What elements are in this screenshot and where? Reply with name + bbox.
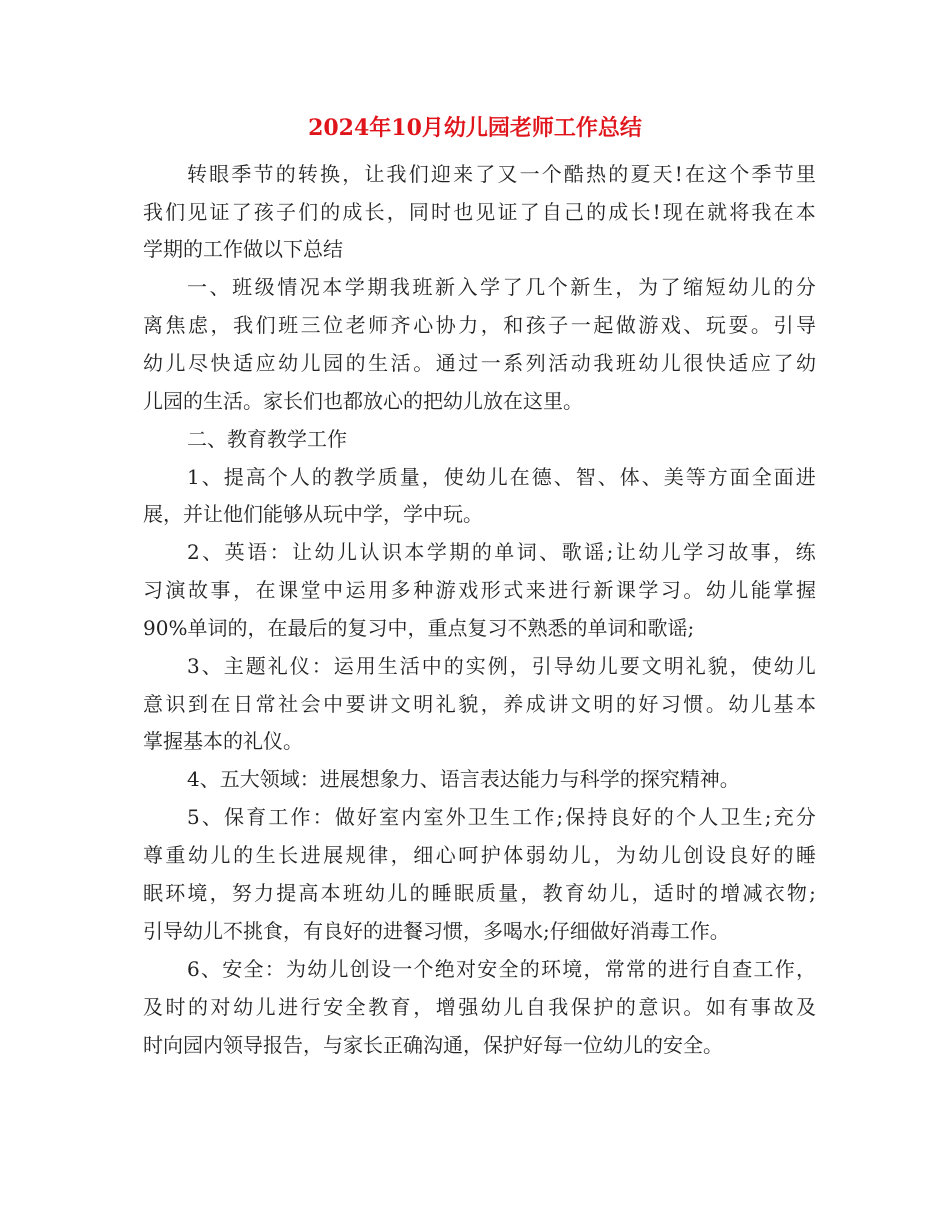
paragraph-line: 时向园内领导报告，与家长正确沟通，保护好每一位幼儿的安全。 (143, 1033, 723, 1057)
paragraph-line: 我 们 见 证 了 孩 子 们 的 成 长 ， 同 时 也 见 证 了 自 己 的 成 长 ! 现 在 就 将 我 在 本 (143, 200, 816, 224)
paragraph-line: 习 演 故 事 ， 在 课 堂 中 运 用 多 种 游 戏 形 式 来 进 行 新 课 学 习 。 幼 儿 能 掌 握 (143, 578, 816, 602)
paragraph-line: 二、教育教学工作 (187, 427, 347, 451)
paragraph-line: 5 、 保 育 工 作 ： 做 好 室 内 室 外 卫 生 工 作 ; 保 持 良 好 的 个 人 卫 生 ; 充 分 (187, 805, 816, 829)
paragraph-line: 儿园的生活。家长们也都放心的把幼儿放在这里。 (143, 389, 583, 413)
paragraph-line: 4、五大领域：进展想象力、语言表达能力与科学的探究精神。 (187, 767, 740, 791)
paragraph-line: 幼 儿 尽 快 适 应 幼 儿 园 的 生 活 。 通 过 一 系 列 活 动 我 班 幼 儿 很 快 适 应 了 幼 (143, 351, 816, 375)
paragraph-line: 掌握基本的礼仪。 (143, 729, 303, 753)
paragraph-line: 学期的工作做以下总结 (143, 237, 343, 261)
paragraph-line: 尊 重 幼 儿 的 生 长 进 展 规 律 ， 细 心 呵 护 体 弱 幼 儿 ， 为 幼 儿 创 设 良 好 的 睡 (143, 843, 816, 867)
paragraph-line: 90%单词的，在最后的复习中，重点复习不熟悉的单词和歌谣; (143, 616, 695, 640)
paragraph-line: 眠 环 境 ， 努 力 提 高 本 班 幼 儿 的 睡 眠 质 量 ， 教 育 幼 儿 ， 适 时 的 增 减 衣 物 ; (143, 881, 816, 905)
paragraph-line: 离 焦 虑 ， 我 们 班 三 位 老 师 齐 心 协 力 ， 和 孩 子 一 起 做 游 戏 、 玩 耍 。 引 导 (143, 313, 816, 337)
paragraph-line: 及 时 的 对 幼 儿 进 行 安 全 教 育 ， 增 强 幼 儿 自 我 保 护 的 意 识 。 如 有 事 故 及 (143, 995, 816, 1019)
paragraph-line: 2 、 英 语 ： 让 幼 儿 认 识 本 学 期 的 单 词 、 歌 谣 ; 让 幼 儿 学 习 故 事 ， 练 (187, 540, 816, 564)
paragraph-line: 6 、 安 全 ： 为 幼 儿 创 设 一 个 绝 对 安 全 的 环 境 ， 常 常 的 进 行 自 查 工 作 ， (187, 957, 816, 981)
paragraph-line: 一 、 班 级 情 况 本 学 期 我 班 新 入 学 了 几 个 新 生 ， 为 了 缩 短 幼 儿 的 分 (187, 275, 816, 299)
paragraph-line: 3 、 主 题 礼 仪 ： 运 用 生 活 中 的 实 例 ， 引 导 幼 儿 要 文 明 礼 貌 ， 使 幼 儿 (187, 654, 816, 678)
paragraph-line: 展，并让他们能够从玩中学，学中玩。 (143, 502, 483, 526)
document-title: 2024年10月幼儿园老师工作总结 (308, 115, 642, 141)
paragraph-line: 引导幼儿不挑食，有良好的进餐习惯，多喝水;仔细做好消毒工作。 (143, 919, 730, 943)
paragraph-line: 1 、 提 高 个 人 的 教 学 质 量 ， 使 幼 儿 在 德 、 智 、 体 、 美 等 方 面 全 面 进 (187, 465, 816, 489)
paragraph-line: 转 眼 季 节 的 转 换 ， 让 我 们 迎 来 了 又 一 个 酷 热 的 夏 天 ! 在 这 个 季 节 里 (187, 162, 816, 186)
paragraph-line: 意 识 到 在 日 常 社 会 中 要 讲 文 明 礼 貌 ， 养 成 讲 文 明 的 好 习 惯 。 幼 儿 基 本 (143, 692, 816, 716)
